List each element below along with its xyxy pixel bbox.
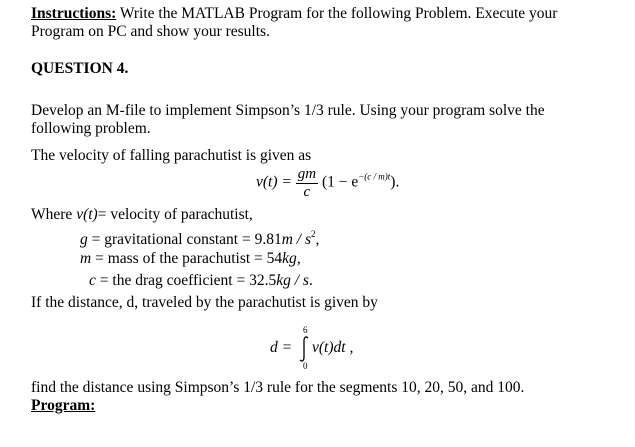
problem-line-2: following problem. xyxy=(31,120,151,137)
instructions-label: Instructions: xyxy=(31,5,117,22)
c-term: c xyxy=(89,272,96,289)
velocity-rest-close: ). xyxy=(390,173,400,191)
v-term: v(t) xyxy=(76,206,98,223)
velocity-fraction xyxy=(296,166,318,200)
v-definition: = velocity of parachutist, xyxy=(97,206,253,223)
m-term: m xyxy=(80,250,92,267)
m-unit: kg xyxy=(282,250,297,267)
where-label: Where xyxy=(31,206,73,223)
question-heading: QUESTION 4. xyxy=(31,60,129,77)
velocity-exponent: −(c / m)t xyxy=(358,171,391,182)
instructions-line-1 xyxy=(31,5,557,23)
m-tail: , xyxy=(296,250,301,267)
g-unit-exponent: 2 xyxy=(311,229,316,239)
program-label: Program: xyxy=(31,397,96,414)
integral-sign-icon xyxy=(297,335,311,363)
c-tail: . xyxy=(308,272,313,289)
m-definition: = mass of the parachutist = 54 xyxy=(95,250,283,267)
integral-upper-limit: 6 xyxy=(303,325,308,335)
definition-m xyxy=(80,250,301,268)
g-unit: m / s xyxy=(281,231,312,248)
velocity-lhs: v(t) = xyxy=(256,173,292,191)
distance-lhs: d = xyxy=(270,339,293,356)
fraction-numerator: gm xyxy=(297,166,317,182)
velocity-rest-open: (1 − e xyxy=(321,173,359,191)
velocity-intro: The velocity of falling parachutist is given as xyxy=(31,147,312,164)
instructions-text-1: Write the MATLAB Program for the following Problem. Execute your xyxy=(119,5,558,22)
integrand: v(t)dt , xyxy=(312,339,354,356)
distance-equation xyxy=(270,325,390,371)
instructions-line-2: Program on PC and show your results. xyxy=(31,23,270,40)
fraction-denominator: c xyxy=(303,183,311,200)
velocity-equation xyxy=(256,166,399,200)
task-text: find the distance using Simpson’s 1/3 rule for the segments 10, 20, 50, and 100. xyxy=(31,379,525,396)
g-definition: = gravitational constant = 9.81 xyxy=(91,231,282,248)
c-definition: = the drag coefficient = 32.5 xyxy=(99,272,277,289)
definition-g xyxy=(80,229,319,249)
integral-lower-limit: 0 xyxy=(303,361,308,371)
c-unit: kg / s xyxy=(276,272,309,289)
distance-intro: If the distance, d, traveled by the parachutist is given by xyxy=(31,294,378,311)
g-term: g xyxy=(80,231,88,248)
problem-line-1: Develop an M-file to implement Simpson’s 1/3 rule. Using your program solve the xyxy=(31,102,545,119)
definition-v xyxy=(31,206,253,224)
g-tail: , xyxy=(315,231,320,248)
definition-c xyxy=(89,272,313,290)
